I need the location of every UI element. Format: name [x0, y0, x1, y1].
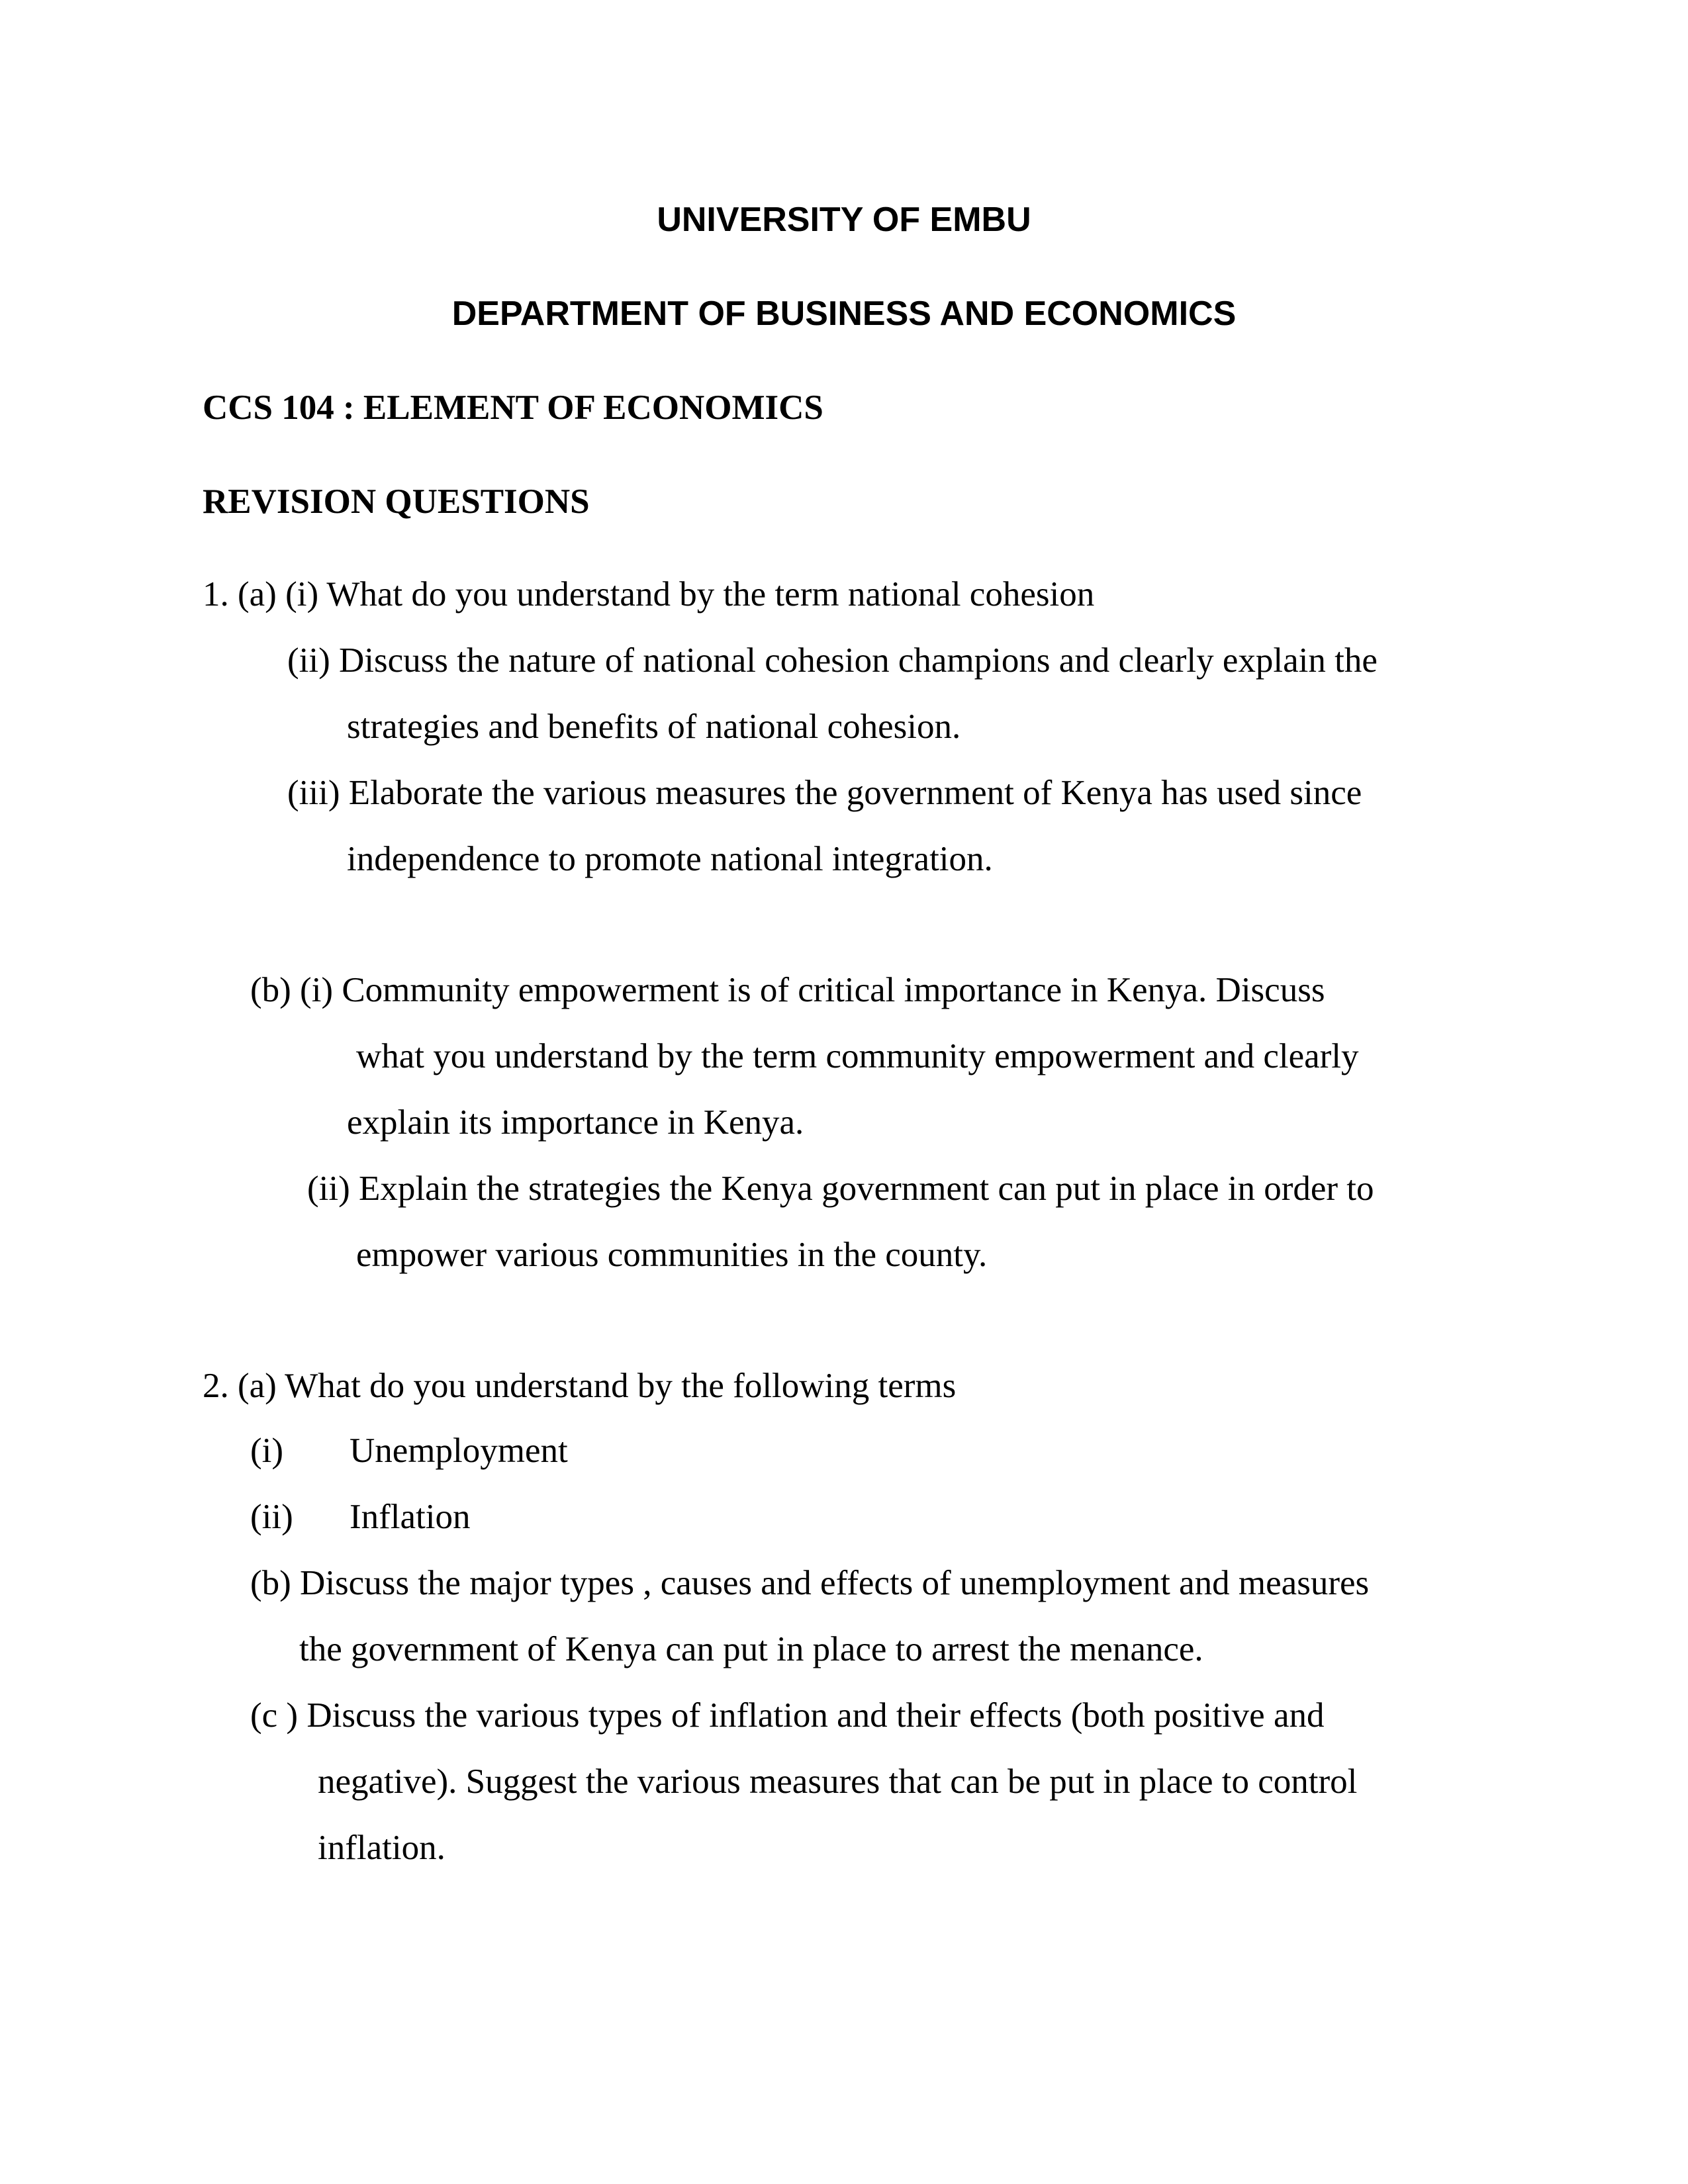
- department-title: DEPARTMENT OF BUSINESS AND ECONOMICS: [451, 295, 1237, 333]
- course-title: CCS 104 : ELEMENT OF ECONOMICS: [203, 388, 823, 427]
- q1-a-iii-line1: (iii) Elaborate the various measures the government of Kenya has used since: [287, 774, 1362, 812]
- q2-a: 2. (a) What do you understand by the following terms: [203, 1367, 957, 1405]
- q1-a-ii-line2: strategies and benefits of national cohesion.: [347, 707, 961, 746]
- q1-a-ii-line1: (ii) Discuss the nature of national cohesion champions and clearly explain the: [287, 641, 1378, 680]
- q2-term-numeral: (ii): [250, 1498, 293, 1536]
- q1-a-iii-line2: independence to promote national integration.: [347, 840, 993, 878]
- q2-c-line3: inflation.: [318, 1829, 445, 1867]
- q2-term-unemployment: Unemployment: [350, 1432, 568, 1470]
- q1-a-i: 1. (a) (i) What do you understand by the term national cohesion: [203, 575, 1095, 614]
- q2-term-numeral: (i): [250, 1432, 284, 1470]
- university-title: UNIVERSITY OF EMBU: [657, 201, 1031, 239]
- q1-b-i-line1: (b) (i) Community empowerment is of critical importance in Kenya. Discuss: [250, 971, 1325, 1009]
- q1-b-ii-line2: empower various communities in the county.: [356, 1236, 988, 1274]
- revision-questions-title: REVISION QUESTIONS: [203, 482, 590, 521]
- q1-b-i-line2: what you understand by the term community empowerment and clearly: [356, 1037, 1359, 1075]
- q2-c-line1: (c ) Discuss the various types of inflation and their effects (both positive and: [250, 1696, 1325, 1735]
- q2-b-line1: (b) Discuss the major types , causes and effects of unemployment and measures: [250, 1564, 1370, 1602]
- q1-b-ii-line1: (ii) Explain the strategies the Kenya government can put in place in order to: [307, 1169, 1374, 1208]
- q2-term-inflation: Inflation: [350, 1498, 471, 1536]
- q2-b-line2: the government of Kenya can put in place to arrest the menance.: [299, 1630, 1203, 1668]
- q1-b-i-line3: explain its importance in Kenya.: [347, 1103, 804, 1142]
- q2-c-line2: negative). Suggest the various measures that can be put in place to control: [318, 1762, 1358, 1801]
